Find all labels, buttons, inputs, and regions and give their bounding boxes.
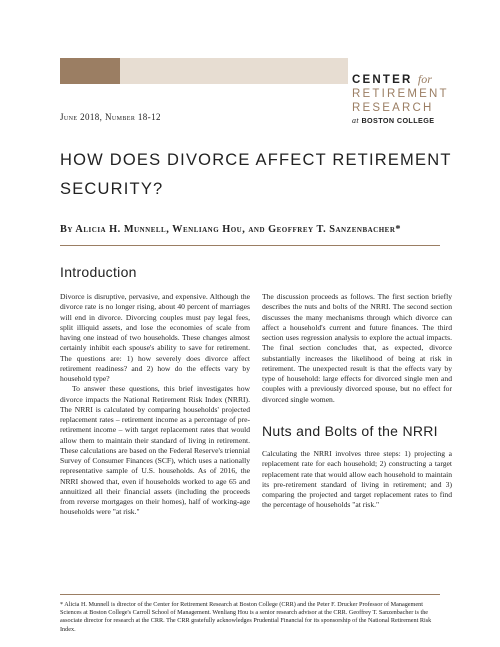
logo-research: RESEARCH xyxy=(352,102,434,114)
header-band-dark xyxy=(60,58,120,84)
issue-date: June 2018, Number 18-12 xyxy=(60,112,161,122)
paragraph: Calculating the NRRI involves three steps: 1) projecting a replacement rate for each household; 2) constructing a target replacement rate that would allow each household to maintain its pre-retirement standard of living in retirement; and 3) comparing the projected and target replacement rates to find the percentage of households "at risk." xyxy=(262,449,452,510)
footnote: * Alicia H. Munnell is director of the Center for Retirement Research at Boston College (CRR) and the Peter F. Drucker Professor of Management Sciences at Boston College's Carroll School of Management. Wenliang Hou is a senior research advisor at the CRR. Geoffrey T. Sanzenbacher is the associate director for research at the CRR. The CRR gratefully acknowledges Prudential Financial for its sponsorship of the National Retirement Risk Index. xyxy=(60,601,432,633)
logo-for: for xyxy=(417,72,432,86)
logo-center: CENTER xyxy=(352,74,413,86)
divider-top xyxy=(60,245,440,246)
paragraph: Divorce is disruptive, pervasive, and expensive. Although the divorce rate is no longer rising, about 40 percent of marriages will end in divorce. Divorcing couples must pay legal fees, split illiquid assets, and lose the economies of scale from having one instead of two households. These changes almost certainly inhibit each spouse's ability to save for retirement. The questions are: 1) how severely does divorce affect retirement readiness? and 2) how do the effects vary by household type? xyxy=(60,292,250,383)
header-band-light xyxy=(120,58,348,84)
logo-retirement: RETIREMENT xyxy=(352,88,449,100)
crr-logo xyxy=(352,72,472,125)
author-line: By Alicia H. Munnell, Wenliang Hou, and Geoffrey T. Sanzenbacher* xyxy=(60,224,402,235)
section-heading-introduction: Introduction xyxy=(60,264,137,280)
logo-at: at xyxy=(352,116,360,125)
paragraph: The discussion proceeds as follows. The first section briefly describes the nuts and bolts of the NRRI. The second section discusses the many mechanisms through which divorce can affect a household's current and future finances. The third section uses regression analysis to explore the actual impacts. The final section concludes that, as expected, divorce substantially increases the likelihood of being at risk in retirement. The unexpected result is that the effects vary by type of household: large effects for divorced single men and couples with a previously divorced spouse, but no effect for divorced single women. xyxy=(262,292,452,404)
footnote-divider xyxy=(60,594,440,595)
logo-boston-college: BOSTON COLLEGE xyxy=(361,116,435,125)
body-column-right-bottom xyxy=(262,449,452,511)
page-title: HOW DOES DIVORCE AFFECT RETIREMENT SECURITY? xyxy=(60,151,452,198)
body-column-left xyxy=(60,292,250,518)
body-column-right-top xyxy=(262,292,452,405)
paragraph: To answer these questions, this brief investigates how divorce impacts the National Retirement Risk Index (NRRI). The NRRI is calculated by comparing households' projected replacement rates – retirement income as a percentage of pre-retirement income – with target replacement rates that would allow them to maintain their standard of living in retirement. These calculations are based on the Federal Reserve's triennial Survey of Consumer Finances (SCF), which uses a nationally representative sample of U.S. households. As of 2016, the NRRI showed that, even if households worked to age 65 and annuitized all their financial assets (including the proceeds from reverse mortgages on their homes), half of working-age households were "at risk." xyxy=(60,384,250,517)
section-heading-nuts-and-bolts: Nuts and Bolts of the NRRI xyxy=(262,423,438,439)
